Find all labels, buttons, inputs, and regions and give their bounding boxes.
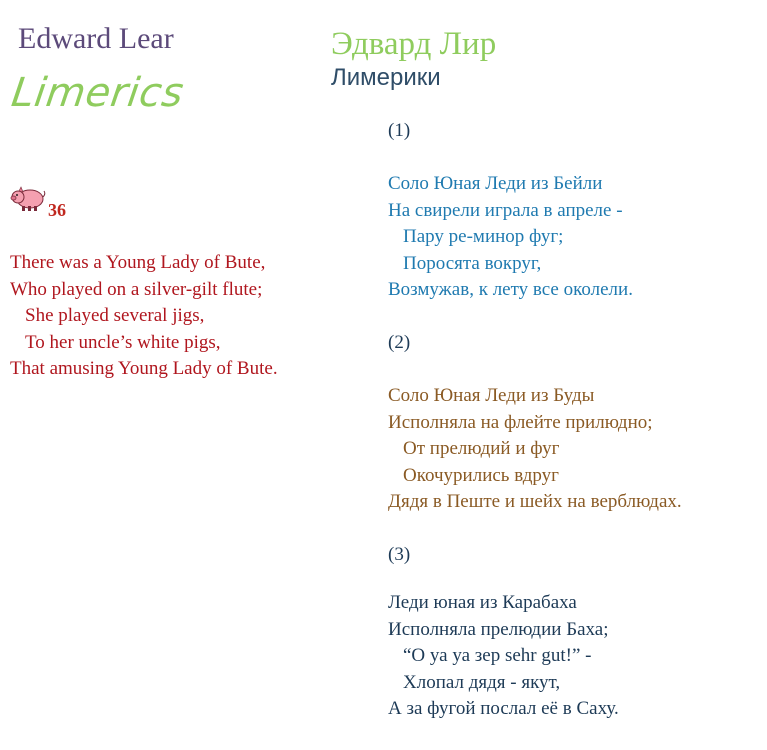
translation-poem xyxy=(388,171,633,304)
russian-author: Эдвард Лир xyxy=(331,26,497,62)
poem-line: Дядя в Пеште и шейх на верблюдах. xyxy=(388,491,682,512)
limerick-number: 36 xyxy=(48,200,66,220)
translation-poem xyxy=(388,590,619,723)
poem-line: That amusing Young Lady of Bute. xyxy=(10,358,278,379)
translation-poem xyxy=(388,383,682,516)
english-poem xyxy=(10,250,278,383)
poem-line: Поросята вокруг, xyxy=(403,252,542,274)
poem-line: Соло Юная Леди из Буды xyxy=(388,385,595,406)
translation-label: (1) xyxy=(388,120,411,141)
translation-label: (3) xyxy=(388,544,411,565)
poem-line: На свирели играла в апреле - xyxy=(388,199,623,221)
poem-line: Исполняла прелюдии Баха; xyxy=(388,618,609,640)
poem-line: Соло Юная Леди из Бейли xyxy=(388,173,603,194)
pig-icon xyxy=(10,186,46,212)
translation-label: (2) xyxy=(388,332,411,353)
poem-line: От прелюдий и фуг xyxy=(403,438,560,459)
poem-line: Леди юная из Карабаха xyxy=(388,592,577,613)
poem-line: Возмужав, к лету все околели. xyxy=(388,279,633,300)
poem-line: She played several jigs, xyxy=(25,305,205,326)
poem-line: To her uncle’s white pigs, xyxy=(25,331,221,353)
russian-title: Лимерики xyxy=(331,64,441,91)
english-author: Edward Lear xyxy=(18,22,174,55)
poem-line: Исполняла на флейте прилюдно; xyxy=(388,411,653,433)
poem-line: Who played on a silver-gilt flute; xyxy=(10,278,263,300)
english-title: Limerics xyxy=(8,70,187,116)
poem-line: А за фугой послал её в Саху. xyxy=(388,698,619,719)
poem-line: Хлопал дядя - якут, xyxy=(403,671,561,693)
poem-line: “О уа уа зер sehr gut!” - xyxy=(403,645,592,666)
poem-line: There was a Young Lady of Bute, xyxy=(10,252,266,273)
poem-line: Пару ре-минор фуг; xyxy=(403,226,564,247)
poem-line: Окочурились вдруг xyxy=(403,464,559,486)
